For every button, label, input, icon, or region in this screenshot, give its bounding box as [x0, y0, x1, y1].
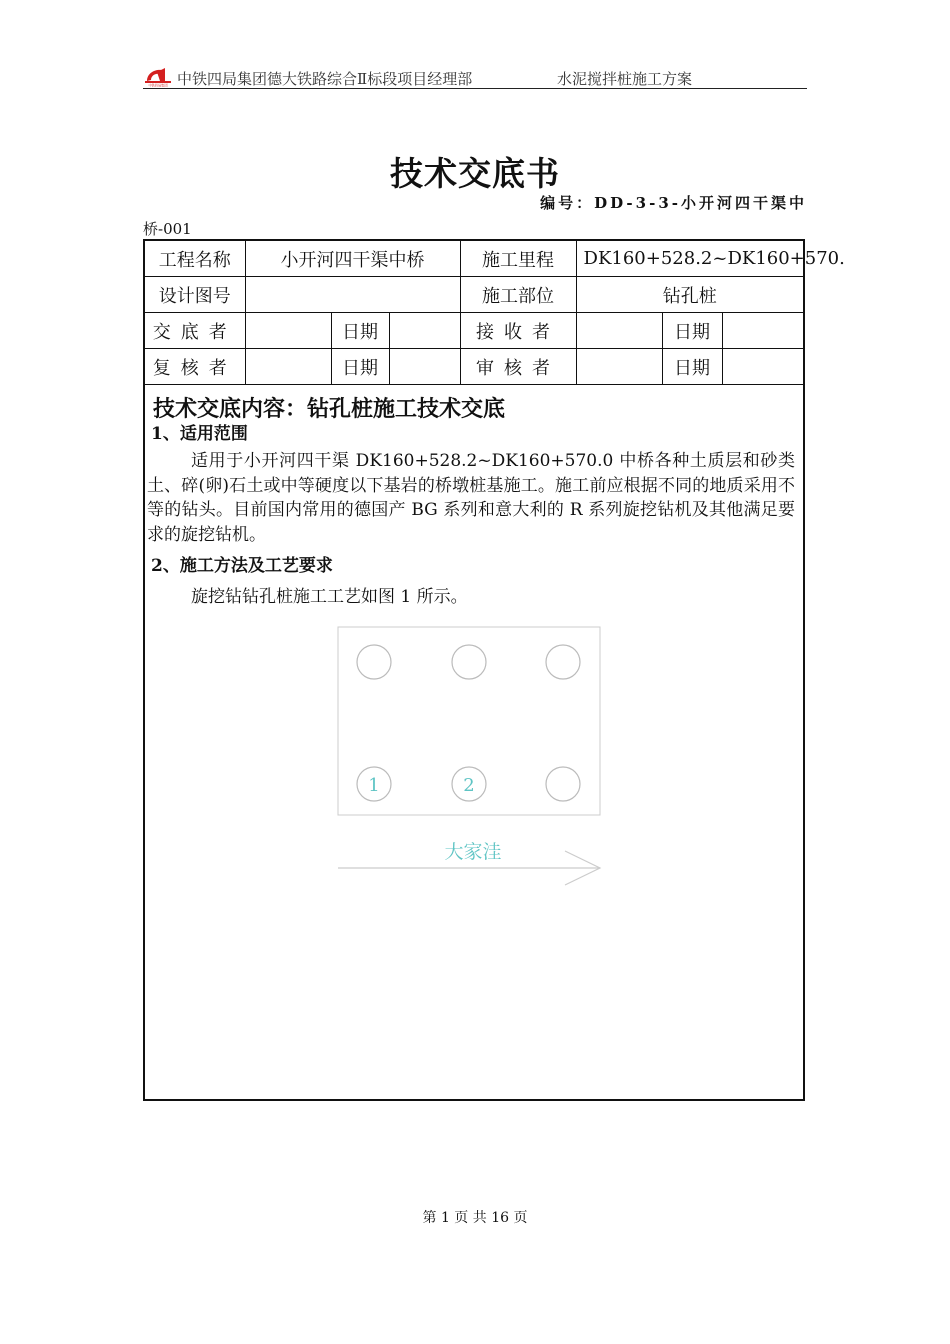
- company-logo: [143, 66, 173, 87]
- table-row: [145, 277, 803, 313]
- direction-label: 大家洼: [444, 841, 502, 863]
- table-row: [145, 349, 803, 385]
- project-name-value: 小开河四干渠中桥: [245, 241, 460, 277]
- drawing-number-label: 设计图号: [145, 277, 245, 313]
- auditor-value: [576, 349, 662, 385]
- section-1-title: 1、适用范围: [151, 424, 248, 444]
- pile-circle: [546, 645, 580, 679]
- mileage-value: DK160+528.2~DK160+570.: [576, 241, 803, 277]
- pile-circle: [452, 645, 486, 679]
- section-2-title: 2、施工方法及工艺要求: [151, 556, 333, 576]
- date-value: [722, 313, 803, 349]
- date-value: [722, 349, 803, 385]
- receiver-value: [576, 313, 662, 349]
- logo-caption: 中铁四局集团: [148, 83, 168, 88]
- page-footer: 第 1 页 共 16 页: [422, 1210, 528, 1226]
- document-code: 编号：DD-3-3-小开河四干渠中: [540, 194, 807, 212]
- drawing-number-value: [245, 277, 460, 313]
- document-code-continued: 桥-001: [143, 220, 192, 238]
- pile-label-2: 2: [463, 775, 475, 796]
- date-value: [389, 349, 460, 385]
- document-title: 技术交底书: [390, 154, 560, 193]
- date-label: 日期: [662, 313, 722, 349]
- pile-circle: [357, 645, 391, 679]
- receiver-label: 接收者: [460, 313, 576, 349]
- reviewer-value: [245, 349, 331, 385]
- date-label: 日期: [331, 313, 389, 349]
- table-row: [145, 313, 803, 349]
- disclosure-sheet: [143, 239, 845, 1101]
- mileage-label: 施工里程: [460, 241, 576, 277]
- content-heading: 技术交底内容：钻孔桩施工技术交底: [153, 396, 506, 422]
- header-document-name: 水泥搅拌桩施工方案: [557, 70, 693, 88]
- date-label: 日期: [662, 349, 722, 385]
- header-organization: 中铁四局集团德大铁路综合Ⅱ标段项目经理部: [177, 70, 473, 88]
- discloser-label: 交底者: [145, 313, 245, 349]
- pile-circle: [546, 767, 580, 801]
- section-1-text: 适用于小开河四干渠 DK160+528.2~DK160+570.0 中桥各种土质层和砂类土、碎(卵)石土或中等硬度以下基岩的桥墩桩基施工。施工前应根据不同的地质采用不等的钻头。目前国内常用的德国产 BG 系列和意大利的 R 系列旋挖钻机及其他满足要求的旋挖钻机。: [147, 451, 795, 545]
- discloser-value: [245, 313, 331, 349]
- auditor-label: 审核者: [460, 349, 576, 385]
- info-table: [145, 241, 845, 385]
- construction-part-value: 钻孔桩: [576, 277, 803, 313]
- pile-layout-figure: [335, 624, 605, 894]
- construction-part-label: 施工部位: [460, 277, 576, 313]
- date-label: 日期: [331, 349, 389, 385]
- section-2-text: 旋挖钻钻孔桩施工工艺如图 1 所示。: [191, 587, 468, 607]
- pile-label-1: 1: [368, 775, 380, 796]
- table-row: [145, 241, 803, 277]
- page-header: [143, 66, 807, 89]
- reviewer-label: 复核者: [145, 349, 245, 385]
- date-value: [389, 313, 460, 349]
- project-name-label: 工程名称: [145, 241, 245, 277]
